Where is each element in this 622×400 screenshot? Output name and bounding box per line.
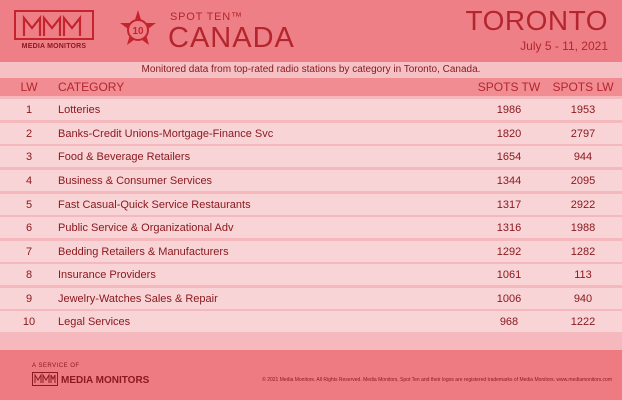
row-spots-lw: 940 [573,293,593,305]
subtitle-bar [0,62,622,78]
row-spots-lw: 2797 [570,128,596,140]
footer [0,350,622,400]
table-row [0,264,622,285]
row-lw: 10 [22,316,36,328]
row-spots-tw: 968 [499,316,519,328]
row-category: Fast Casual-Quick Service Restaurants [58,199,251,211]
column-header-spots-tw: SPOTS TW [477,80,541,94]
row-lw: 8 [25,269,33,281]
logo-brand-text: MEDIA MONITORS [21,43,87,50]
column-header-category: CATEGORY [58,80,125,94]
row-category: Business & Consumer Services [58,175,213,187]
header [0,0,622,62]
row-lw: 6 [25,222,33,234]
row-spots-lw: 1282 [570,246,596,258]
media-monitors-logo [14,10,94,54]
row-spots-lw: 113 [574,269,592,281]
row-spots-lw: 944 [573,151,593,163]
row-category: Insurance Providers [58,269,156,281]
date-range: July 5 - 11, 2021 [520,39,608,53]
row-spots-tw: 1654 [496,151,522,163]
media-monitors-logo-icon [14,10,94,40]
row-category: Banks-Credit Unions-Mortgage-Finance Svc [58,128,274,140]
table-header [0,78,622,96]
row-category: Food & Beverage Retailers [58,151,191,163]
row-spots-tw: 1344 [496,175,522,187]
service-label: A SERVICE OF [32,363,80,369]
table-row [0,170,622,191]
table-row [0,288,622,309]
row-lw: 4 [25,175,33,187]
column-header-spots-lw: SPOTS LW [552,80,614,94]
row-spots-tw: 1820 [496,128,522,140]
table-row [0,217,622,238]
city-title: TORONTO [465,5,608,36]
row-spots-tw: 1986 [496,104,522,116]
media-monitors-logo-icon [32,372,58,391]
rankings-table [0,78,622,350]
row-lw: 2 [25,128,33,140]
table-row [0,99,622,120]
row-spots-lw: 2095 [570,175,596,187]
row-spots-tw: 1292 [496,246,522,258]
row-spots-tw: 1006 [496,293,522,305]
row-spots-lw: 1222 [570,316,596,328]
star-badge-icon [118,8,158,52]
spot-ten-label: SPOT TEN™ [170,11,243,23]
row-spots-lw: 2922 [570,199,596,211]
row-spots-tw: 1061 [496,269,522,281]
row-spots-lw: 1953 [570,104,596,116]
row-spots-tw: 1317 [496,199,522,211]
table-row [0,146,622,167]
row-lw: 9 [25,293,33,305]
row-spots-tw: 1316 [496,222,522,234]
table-row [0,241,622,262]
footer-brand: MEDIA MONITORS [61,375,150,386]
row-category: Public Service & Organizational Adv [58,222,234,234]
table-row [0,311,622,332]
country-title: CANADA [168,22,295,54]
row-category: Lotteries [58,104,101,116]
row-lw: 1 [25,104,33,116]
row-lw: 5 [25,199,33,211]
table-row [0,123,622,144]
subtitle: Monitored data from top-rated radio stations by category in Toronto, Canada. [141,64,481,75]
row-lw: 3 [25,151,33,163]
copyright-text: © 2021 Media Monitors. All Rights Reserved. Media Monitors, Spot Ten and their logos are registered trademarks of Media Monitors. www.mediamonitors.com [262,377,612,383]
row-lw: 7 [25,246,33,258]
badge-number: 10 [132,26,144,37]
row-category: Jewelry-Watches Sales & Repair [58,293,218,305]
column-header-lw: LW [20,80,38,94]
table-row [0,194,622,215]
row-category: Legal Services [58,316,131,328]
row-category: Bedding Retailers & Manufacturers [58,246,229,258]
row-spots-lw: 1988 [570,222,596,234]
